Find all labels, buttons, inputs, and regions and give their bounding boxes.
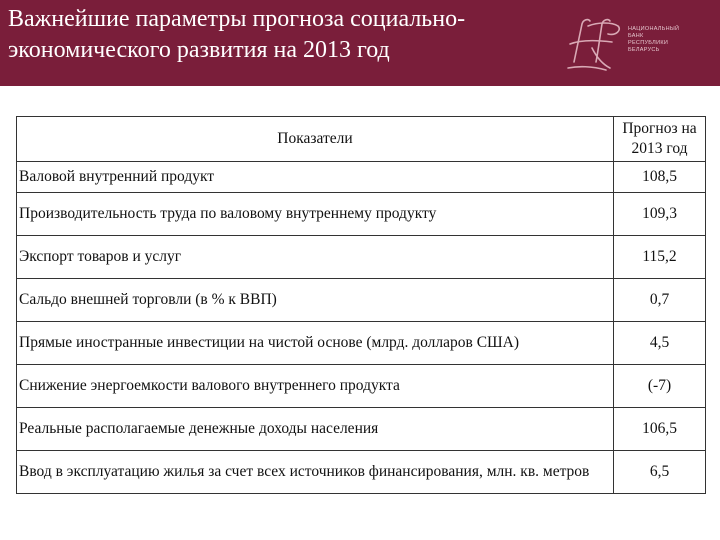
row-value: 109,3: [614, 193, 706, 236]
logo-text-line-1: НАЦИОНАЛЬНЫЙ: [628, 26, 680, 32]
row-label: Реальные располагаемые денежные доходы населения: [17, 408, 614, 451]
slide-title: [8, 4, 528, 66]
logo-text-line-2: БАНК: [628, 33, 644, 39]
row-label: Валовой внутренний продукт: [17, 162, 614, 193]
logo-text-line-4: БЕЛАРУСЬ: [628, 47, 660, 53]
logo-text-line-3: РЕСПУБЛИКИ: [628, 40, 669, 46]
slide-header: [0, 0, 720, 86]
table-row: [17, 236, 706, 279]
table-row: [17, 162, 706, 193]
forecast-table-container: [16, 116, 705, 494]
row-label: Сальдо внешней торговли (в % к ВВП): [17, 279, 614, 322]
monogram-icon: [562, 12, 628, 76]
row-label: Снижение энергоемкости валового внутреннего продукта: [17, 365, 614, 408]
row-label: Прямые иностранные инвестиции на чистой основе (млрд. долларов США): [17, 322, 614, 365]
row-value: 115,2: [614, 236, 706, 279]
row-value: 6,5: [614, 451, 706, 494]
row-value: 108,5: [614, 162, 706, 193]
column-header-indicator: Показатели: [17, 117, 614, 162]
column-header-forecast-line-1: Прогноз на: [622, 120, 697, 137]
table-row: [17, 408, 706, 451]
slide-title-line-1: Важнейшие параметры прогноза социально-: [8, 6, 466, 32]
bank-logo-text: [628, 26, 712, 54]
row-value: (-7): [614, 365, 706, 408]
row-label: Ввод в эксплуатацию жилья за счет всех источников финансирования, млн. кв. метров: [17, 451, 614, 494]
row-value: 4,5: [614, 322, 706, 365]
row-label: Производительность труда по валовому внутреннему продукту: [17, 193, 614, 236]
table-row: [17, 193, 706, 236]
slide-title-line-2: экономического развития на 2013 год: [8, 37, 390, 63]
table-row: [17, 451, 706, 494]
table-row: [17, 322, 706, 365]
bank-logo: [562, 12, 712, 76]
table-row: [17, 365, 706, 408]
table-row: [17, 279, 706, 322]
row-label: Экспорт товаров и услуг: [17, 236, 614, 279]
forecast-table: [16, 116, 706, 494]
column-header-forecast-line-2: 2013 год: [631, 140, 688, 157]
row-value: 0,7: [614, 279, 706, 322]
column-header-forecast: [614, 117, 706, 162]
row-value: 106,5: [614, 408, 706, 451]
